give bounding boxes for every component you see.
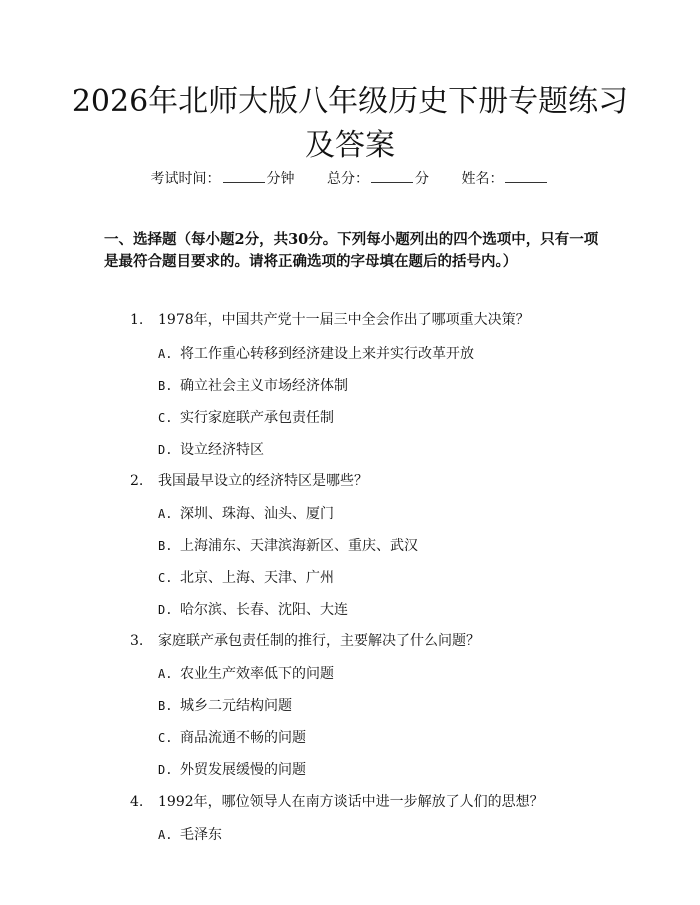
name-field xyxy=(461,170,549,188)
total-score-unit: 分 xyxy=(415,171,429,187)
total-score-label: 总分： xyxy=(327,171,369,187)
total-score-field xyxy=(327,170,429,188)
question-1-option-d xyxy=(158,440,264,460)
question-3-option-d xyxy=(158,760,306,780)
option-text: 上海浦东、天津滨海新区、重庆、武汉 xyxy=(180,538,418,554)
question-4-option-a xyxy=(158,825,222,845)
exam-info xyxy=(0,170,700,188)
name-label: 姓名： xyxy=(461,171,504,187)
option-text: 城乡二元结构问题 xyxy=(180,698,292,714)
question-3-option-a xyxy=(158,664,334,684)
option-text: 毛泽东 xyxy=(180,827,222,843)
total-score-blank xyxy=(371,170,413,183)
option-text: 商品流通不畅的问题 xyxy=(180,730,306,746)
question-text: 家庭联产承包责任制的推行，主要解决了什么问题？ xyxy=(158,633,480,649)
option-text: 深圳、珠海、汕头、厦门 xyxy=(180,506,334,522)
exam-time-blank xyxy=(223,170,265,183)
option-text: 北京、上海、天津、广州 xyxy=(180,570,334,586)
option-text: 设立经济特区 xyxy=(180,442,264,458)
question-4 xyxy=(130,792,544,812)
option-letter: B. xyxy=(158,379,173,393)
question-text: 1978年，中国共产党十一届三中全会作出了哪项重大决策？ xyxy=(158,312,530,328)
option-letter: B. xyxy=(158,539,173,553)
option-letter: A. xyxy=(158,828,173,842)
option-text: 哈尔滨、长春、沈阳、大连 xyxy=(180,602,348,618)
option-text: 外贸发展缓慢的问题 xyxy=(180,762,306,778)
question-2-option-d xyxy=(158,600,348,620)
question-text: 我国最早设立的经济特区是哪些？ xyxy=(158,473,368,489)
question-2-option-b xyxy=(158,536,418,556)
option-letter: D. xyxy=(158,443,173,457)
question-1 xyxy=(130,310,530,330)
page-title: 2026年北师大版八年级历史下册专题练习及答案 xyxy=(71,84,629,163)
option-letter: B. xyxy=(158,699,173,713)
question-number: 4. xyxy=(130,794,144,810)
section-heading: 一、选择题（每小题2分，共30分。下列每小题列出的四个选项中，只有一项是最符合题目要求的。请将正确选项的字母填在题后的括号内。） xyxy=(104,231,599,270)
option-letter: C. xyxy=(158,731,173,745)
option-letter: C. xyxy=(158,571,173,585)
option-letter: C. xyxy=(158,411,173,425)
question-number: 3. xyxy=(130,633,144,649)
question-2-option-a xyxy=(158,504,334,524)
question-1-option-b xyxy=(158,376,348,396)
option-text: 实行家庭联产承包责任制 xyxy=(180,410,334,426)
option-letter: A. xyxy=(158,667,173,681)
question-number: 2. xyxy=(130,473,144,489)
question-2-option-c xyxy=(158,568,334,588)
question-2 xyxy=(130,471,368,491)
question-3-option-b xyxy=(158,696,292,716)
option-letter: D. xyxy=(158,603,173,617)
option-text: 确立社会主义市场经济体制 xyxy=(180,378,348,394)
exam-time-label: 考试时间： xyxy=(150,171,221,187)
question-3-option-c xyxy=(158,728,306,748)
question-number: 1. xyxy=(130,312,144,328)
exam-time-unit: 分钟 xyxy=(266,171,295,187)
exam-time-field xyxy=(151,170,295,188)
question-text: 1992年，哪位领导人在南方谈话中进一步解放了人们的思想？ xyxy=(158,794,544,810)
question-1-option-a xyxy=(158,344,474,364)
option-letter: A. xyxy=(158,507,173,521)
question-1-option-c xyxy=(158,408,334,428)
option-text: 农业生产效率低下的问题 xyxy=(180,666,334,682)
option-letter: D. xyxy=(158,763,173,777)
option-text: 将工作重心转移到经济建设上来并实行改革开放 xyxy=(180,346,474,362)
question-3 xyxy=(130,631,480,651)
name-blank xyxy=(505,170,547,183)
option-letter: A. xyxy=(158,347,173,361)
